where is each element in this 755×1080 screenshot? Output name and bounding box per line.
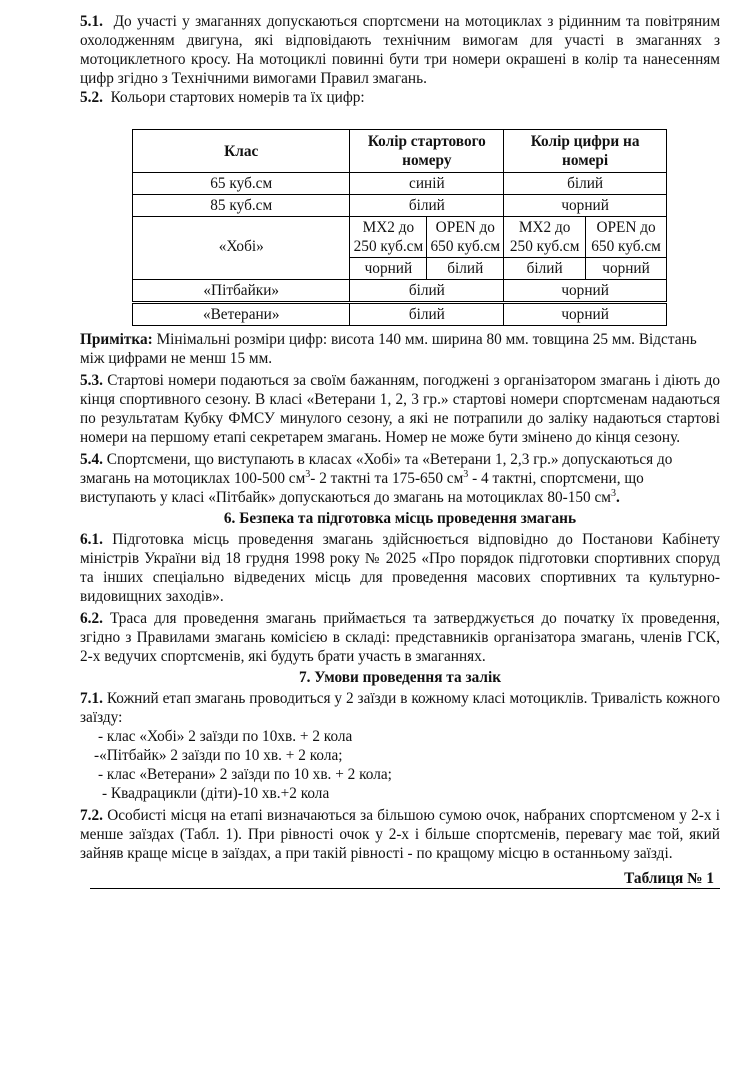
table-row: 65 куб.см синій білий bbox=[133, 173, 667, 195]
document-page bbox=[80, 12, 720, 889]
paragraph-5-4: 5.4. Спортсмени, що виступають в класах «Хобі» та «Ветерани 1, 2,3 гр.» допускаються до змагань на мотоциклах 100-500 $см^3-$ 2 тактні та 175-650 $см^3 - 4$ тактні, спортсмени, що виступають у класі «Пітбайк» допускаються до змагань на мотоциклах 80-150 $см^3$. bbox=[80, 451, 673, 506]
list-item: -«Пітбайк» 2 заїзди по 10 хв. + 2 кола; bbox=[94, 747, 343, 764]
paragraph-7-1: 7.1. Кожний етап змагань проводиться у 2 заїзди в кожному класі мотоциклів. Тривалість кожного заїзду: bbox=[80, 690, 720, 726]
table-row: чорний білий білий чорний bbox=[133, 258, 667, 280]
table-1-caption: Таблиця № 1 bbox=[90, 869, 720, 889]
paragraph-5-1: 5.1. До участі у змаганнях допускаються спортсмени на мотоциклах з рідинним та повітряним охолодженням двигуна, які відповідають технічним вимогам для участі в змаганнях з мотоциклетного кросу. На мотоциклі повинні бути три номери окрашені в колір та нанесенням цифр згідно з Технічними вимогами Правил змагань. bbox=[80, 13, 720, 87]
note: Примітка: Мінімальні розміри цифр: висота 140 мм. ширина 80 мм. товщина 25 мм. Відстань між цифрами не менш 15 мм. bbox=[80, 331, 697, 367]
section-6-heading: 6. Безпека та підготовка місць проведення змагань bbox=[223, 510, 577, 527]
table-row: 85 куб.см білий чорний bbox=[133, 195, 667, 217]
section-7-heading: 7. Умови проведення та залік bbox=[298, 669, 502, 686]
paragraph-5-2: 5.2. Кольори стартових номерів та їх цифр: bbox=[80, 89, 365, 106]
paragraph-5-3: 5.3. Стартові номери подаються за своїм бажанням, погоджені з організатором змагань і діють до кінця спортивного сезону. В класі «Ветерани 1, 2, 3 гр.» стартові номери спортсменам надаються по результатам Кубку ФМСУ минулого сезону, а які не потрапили до заліку надаються стартові номери на першому етапі секретарем змагань. Номер не може бути змінено до кінця сезону. bbox=[80, 372, 720, 446]
table-row: «Пітбайки» білий чорний bbox=[133, 280, 667, 303]
list-item: - Квадрацикли (діти)-10 хв.+2 кола bbox=[102, 785, 330, 802]
table-row: «Ветерани» білий чорний bbox=[133, 303, 667, 326]
list-item: - клас «Хобі» 2 заїзди по 10хв. + 2 кола bbox=[98, 728, 353, 745]
paragraph-7-2: 7.2. Особисті місця на етапі визначаються за більшою сумою очок, набраних спортсменом у 2-х і менше заїздах (Табл. 1). При рівності очок у 2-х і більше спортсменів, перевагу має той, який зайняв краще місце в заїздах, а при такій рівності - по кращому місцю в останньому заїзді. bbox=[80, 807, 720, 862]
list-item: - клас «Ветерани» 2 заїзди по 10 хв. + 2 кола; bbox=[98, 766, 392, 783]
table-header-row: Клас Колір стартового номеру Колір цифри на номері bbox=[133, 130, 667, 173]
number-colors-table bbox=[132, 129, 667, 326]
table-row: «Хобі» MX2 до 250 куб.см OPEN до 650 куб.см MX2 до 250 куб.см OPEN до 650 куб.см bbox=[133, 217, 667, 258]
paragraph-6-1: 6.1. Підготовка місць проведення змагань здійснюється відповідно до Постанови Кабінету міністрів України від 18 грудня 1998 року № 2025 «Про порядок підготовки спортивних споруд та інших спеціально відведених місць для проведення масових спортивних та культурно-видовищних заходів». bbox=[80, 531, 720, 605]
paragraph-6-2: 6.2. Траса для проведення змагань приймається та затверджується до початку їх проведення, згідно з Правилами змагань комісією в складі: представників організатора змагань, членів ГСК, 2-х ведучих спортсменів, які будуть брати участь в змаганнях. bbox=[80, 610, 720, 665]
